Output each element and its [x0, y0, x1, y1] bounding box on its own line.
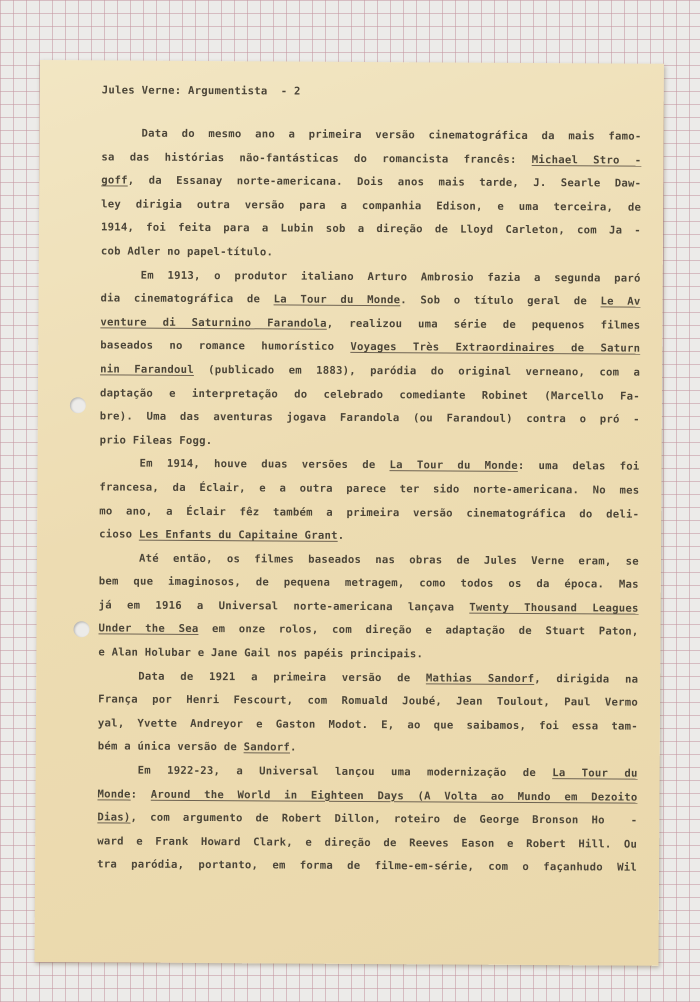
- text-line: [99, 453, 639, 480]
- page-header: Jules Verne: Argumentista - 2: [101, 84, 301, 98]
- text-run: tra paródia, portanto, em forma de filme-em-série, com o façanhudo Wil: [97, 858, 638, 875]
- text-run: Em 1913, o produtor italiano Arturo Ambrosio fazia a segunda paró: [140, 269, 641, 285]
- text-line: [98, 759, 638, 786]
- text-line: [99, 476, 639, 503]
- text-run: Data do mesmo ano a primeira versão cinematográfica da mais famo-: [141, 127, 642, 143]
- text-run: ley dirigia outra versão para a companhia Edison, e uma terceira, de: [101, 198, 642, 214]
- text-line: [98, 712, 638, 739]
- text-line: [97, 830, 637, 857]
- underlined-title: Around the World in Eighteen Days (A Volta ao Mundo em Dezoito: [150, 788, 638, 804]
- underlined-title: La Tour du Monde: [273, 293, 401, 307]
- underlined-title: goff: [101, 174, 128, 187]
- underlined-title: Le Av: [600, 295, 641, 308]
- text-run: Data de 1921 a primeira versão de: [138, 670, 426, 685]
- text-run: Em 1922-23, a Universal lançou uma modernização de: [137, 764, 553, 780]
- text-line: [100, 429, 640, 456]
- text-run: , realizou uma série de pequenos filmes: [326, 317, 641, 332]
- underlined-title: Under the Sea: [98, 622, 199, 636]
- text-line: [100, 405, 640, 432]
- text-run: França por Henri Fescourt, com Romuald Joubé, Jean Toulout, Paul Vermo: [98, 693, 639, 709]
- text-line: [99, 571, 639, 598]
- text-line: [101, 122, 641, 149]
- binder-hole-top: [70, 397, 86, 413]
- text-run: baseados no romance humorístico: [100, 339, 351, 354]
- body-text: [97, 122, 642, 880]
- underlined-title: Michael Stro -: [531, 153, 642, 167]
- text-line: [97, 854, 637, 881]
- underlined-title: venture di Saturnino Farandola: [100, 316, 327, 330]
- text-line: [99, 523, 639, 550]
- text-line: [101, 217, 641, 244]
- text-run: (publicado em 1883), paródia do original verneano, com a: [193, 363, 641, 379]
- text-run: dia cinematográfica de: [100, 292, 274, 306]
- underlined-title: nin Farandoul: [100, 363, 194, 376]
- text-run: , da Essanay norte-americana. Dois anos mais tarde, J. Searle Daw-: [127, 174, 642, 190]
- text-line: [101, 146, 641, 173]
- underlined-title: Twenty Thousand Leagues: [469, 601, 639, 615]
- text-line: [98, 689, 638, 716]
- underlined-title: Les Enfants du Capitaine Grant: [138, 528, 338, 542]
- text-run: mo ano, a Éclair fêz também a primeira versão cinematográfica do deli-: [99, 504, 640, 521]
- text-run: 1914, foi feita para a Lubin sob a direção de Lloyd Carleton, com Ja -: [100, 221, 642, 238]
- text-run: .: [289, 741, 297, 755]
- text-line: [100, 358, 640, 385]
- underlined-title: Dias): [97, 811, 131, 824]
- underlined-title: Voyages Très Extraordinaires de Saturn: [350, 341, 641, 356]
- underlined-title: Mathias Sandorf: [425, 672, 535, 685]
- text-line: [99, 547, 639, 574]
- text-run: bem que imaginosos, de pequena metragem, como todos os da época. Mas: [98, 575, 639, 591]
- text-line: [101, 264, 641, 291]
- text-line: [100, 311, 640, 338]
- text-run: cioso: [99, 528, 139, 541]
- text-run: :: [130, 788, 151, 801]
- text-line: [101, 170, 641, 197]
- text-line: [100, 335, 640, 362]
- text-line: [99, 500, 639, 527]
- text-run: , dirigida na: [534, 672, 639, 686]
- text-run: ward e Frank Howard Clark, e direção de Reeves Eason e Robert Hill. Ou: [97, 835, 638, 851]
- text-run: cob Adler no papel-título.: [100, 245, 274, 259]
- text-run: .: [337, 529, 345, 542]
- text-run: yal, Yvette Andreyor e Gaston Modot. E, ao que saibamos, foi essa tam-: [97, 717, 638, 733]
- text-line: [101, 240, 641, 267]
- text-run: bém a única versão de: [97, 740, 244, 754]
- text-line: [97, 783, 637, 810]
- text-run: sa das histórias não-fantásticas do romancista francês:: [101, 150, 532, 166]
- typewritten-page: [34, 60, 663, 966]
- text-run: prio Fileas Fogg.: [99, 434, 213, 447]
- text-line: [100, 288, 640, 315]
- underlined-title: Sandorf: [243, 741, 291, 754]
- text-run: . Sob o título geral de: [400, 294, 601, 308]
- page-text: [97, 82, 642, 880]
- text-run: francesa, da Éclair, e a outra parece ter sido norte-americana. No mes: [99, 481, 640, 497]
- text-line: [98, 618, 638, 645]
- text-run: já em 1916 a Universal norte-americana lançava: [98, 599, 470, 614]
- binder-hole-bottom: [73, 621, 89, 637]
- text-line: [99, 594, 639, 621]
- text-line: [97, 807, 637, 834]
- text-run: Em 1914, houve duas versões de: [139, 457, 390, 472]
- text-line: [100, 382, 640, 409]
- text-run: Até então, os filmes baseados nas obras de Jules Verne eram, se: [138, 552, 639, 568]
- text-line: [101, 193, 641, 220]
- underlined-title: Monde: [97, 787, 131, 801]
- text-run: e Alan Holubar e Jane Gail nos papéis principais.: [98, 646, 424, 661]
- text-run: : uma delas foi: [517, 460, 640, 473]
- text-line: [98, 736, 638, 763]
- underlined-title: La Tour du Monde: [389, 459, 518, 473]
- text-line: [98, 665, 638, 692]
- underlined-title: La Tour du: [552, 767, 638, 780]
- text-run: , com argumento de Robert Dillon, roteiro de George Bronson Ho -: [130, 811, 638, 827]
- text-line: [98, 641, 638, 668]
- text-run: bre). Uma das aventuras jogava Farandola (ou Farandoul) contra o pró -: [99, 410, 640, 426]
- text-run: daptação e interpretação do celebrado comediante Robinet (Marcello Fa-: [99, 386, 640, 403]
- text-run: em onze rolos, com direção e adaptação de Stuart Paton,: [198, 623, 639, 639]
